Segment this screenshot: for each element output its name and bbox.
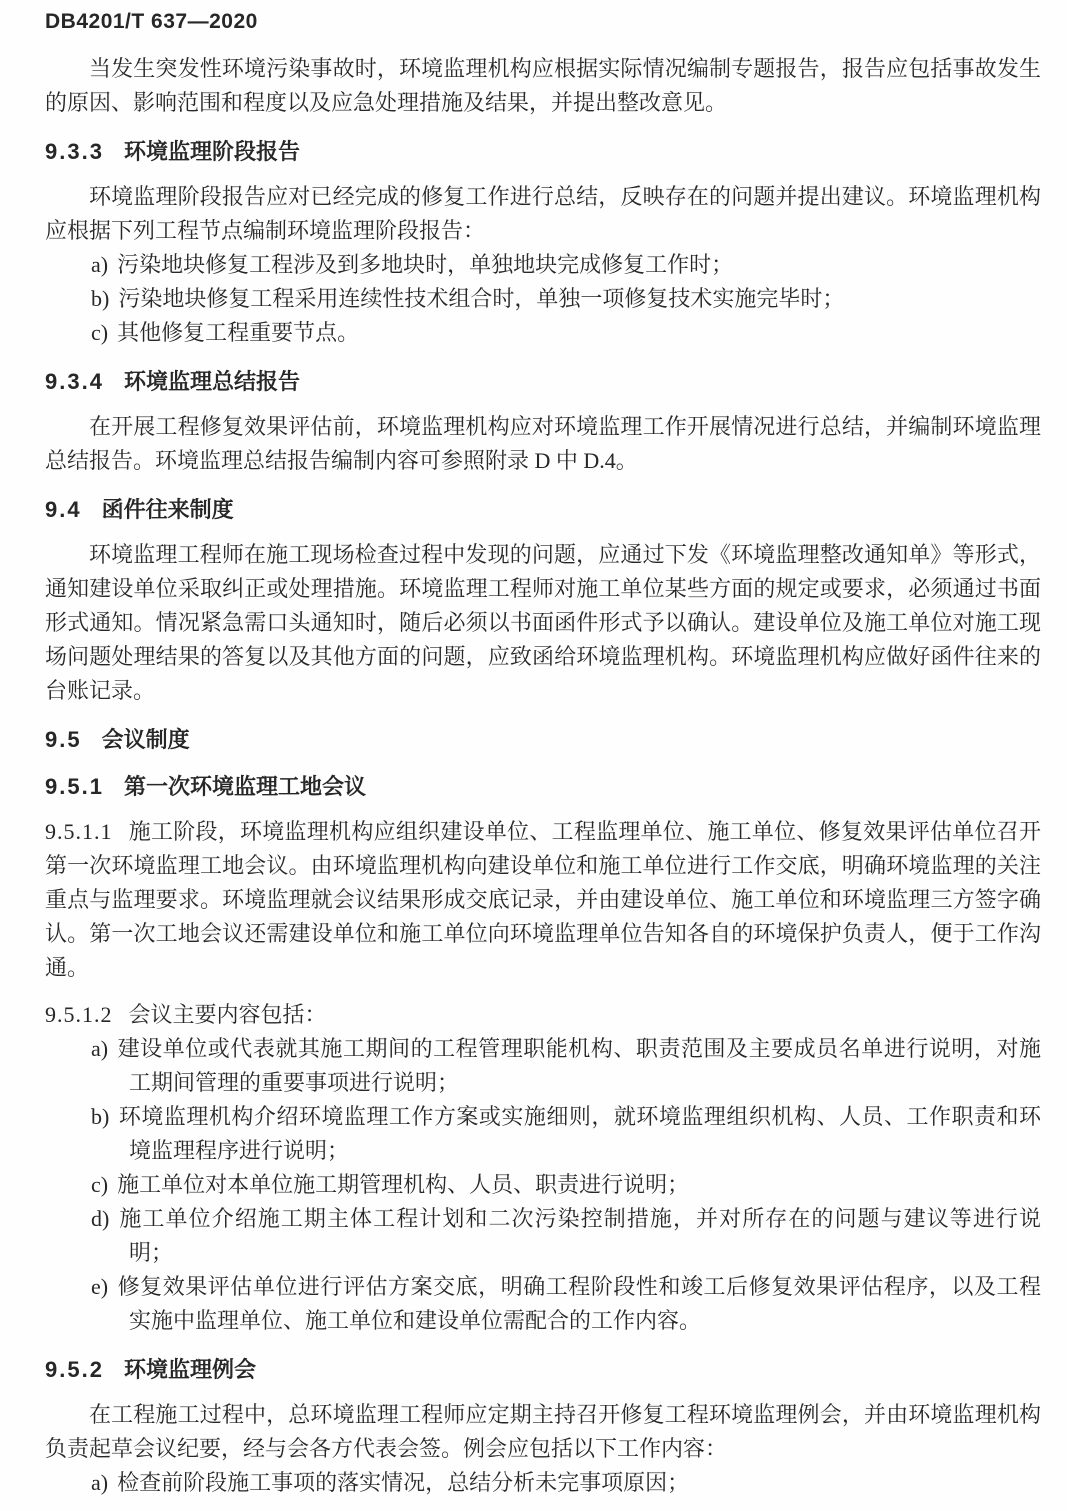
list-item-text: 施工单位介绍施工期主体工程计划和二次污染控制措施，并对所存在的问题与建议等进行说明； — [118, 1206, 1041, 1265]
heading-title: 环境监理例会 — [123, 1357, 256, 1382]
list-item-d — [45, 1202, 1041, 1270]
list-item-text: 检查前阶段施工事项的落实情况，总结分析未完事项原因； — [117, 1470, 690, 1495]
clause-9-5-1-1 — [45, 815, 1041, 985]
list-marker: a) — [91, 1470, 109, 1495]
list-marker: c) — [91, 320, 109, 345]
paragraph-summary-report: 在开展工程修复效果评估前，环境监理机构应对环境监理工作开展情况进行总结，并编制环境监理总结报告。环境监理总结报告编制内容可参照附录 D 中 D.4。 — [45, 414, 1041, 473]
section-heading-9-3-4 — [45, 367, 1041, 397]
paragraph-stage-report: 环境监理阶段报告应对已经完成的修复工作进行总结，反映存在的问题并提出建议。环境监理机构应根据下列工程节点编制环境监理阶段报告： — [45, 184, 1041, 243]
heading-number: 9.3.3 — [45, 139, 104, 164]
list-marker: e) — [91, 1274, 109, 1299]
list-item-a — [45, 248, 1041, 282]
list-marker: b) — [91, 1104, 110, 1129]
paragraph-regular-meeting: 在工程施工过程中，总环境监理工程师应定期主持召开修复工程环境监理例会，并由环境监理机构负责起草会议纪要，经与会各方代表会签。例会应包括以下工作内容： — [45, 1402, 1041, 1461]
heading-number: 9.3.4 — [45, 369, 104, 394]
heading-title: 函件往来制度 — [101, 497, 234, 522]
heading-number: 9.5.1 — [45, 774, 104, 799]
list-marker: a) — [91, 1036, 109, 1061]
clause-number: 9.5.1.2 — [45, 1002, 113, 1027]
clause-9-5-1-2 — [45, 998, 1041, 1032]
section-heading-9-5 — [45, 725, 1041, 755]
standard-number: DB4201/T 637—2020 — [45, 10, 258, 33]
heading-number: 9.4 — [45, 497, 82, 522]
clause-text: 会议主要内容包括： — [128, 1002, 327, 1027]
list-item-b — [45, 1100, 1041, 1168]
list-item-c — [45, 1168, 1041, 1202]
section-heading-9-5-2 — [45, 1355, 1041, 1385]
list-marker: d) — [91, 1206, 110, 1231]
list-item-text: 施工单位对本单位施工期管理机构、人员、职责进行说明； — [117, 1172, 690, 1197]
heading-title: 第一次环境监理工地会议 — [123, 774, 366, 799]
heading-title: 环境监理总结报告 — [123, 369, 300, 394]
section-heading-9-4 — [45, 495, 1041, 525]
list-item-text: 其他修复工程重要节点。 — [117, 320, 360, 345]
paragraph-correspondence: 环境监理工程师在施工现场检查过程中发现的问题，应通过下发《环境监理整改通知单》等形式，通知建设单位采取纠正或处理措施。环境监理工程师对施工单位某些方面的规定或要求，必须通过书面形式通知。情况紧急需口头通知时，随后必须以书面函件形式予以确认。建设单位及施工单位对施工现场问题处理结果的答复以及其他方面的问题，应致函给环境监理机构。环境监理机构应做好函件往来的台账记录。 — [45, 542, 1041, 703]
paragraph-emergency-report: 当发生突发性环境污染事故时，环境监理机构应根据实际情况编制专题报告，报告应包括事故发生的原因、影响范围和程度以及应急处理措施及结果，并提出整改意见。 — [45, 56, 1041, 115]
heading-number: 9.5 — [45, 727, 82, 752]
clause-number: 9.5.1.1 — [45, 819, 113, 844]
heading-title: 会议制度 — [101, 727, 190, 752]
heading-title: 环境监理阶段报告 — [123, 139, 300, 164]
list-item-text: 修复效果评估单位进行评估方案交底，明确工程阶段性和竣工后修复效果评估程序，以及工程实施中监理单位、施工单位和建设单位需配合的工作内容。 — [117, 1274, 1041, 1333]
list-item-e — [45, 1270, 1041, 1338]
clause-text: 施工阶段，环境监理机构应组织建设单位、工程监理单位、施工单位、修复效果评估单位召开第一次环境监理工地会议。由环境监理机构向建设单位和施工单位进行工作交底，明确环境监理的关注重点与监理要求。环境监理就会议结果形成交底记录，并由建设单位、施工单位和环境监理三方签字确认。第一次工地会议还需建设单位和施工单位向环境监理单位告知各自的环境保护负责人，便于工作沟通。 — [45, 819, 1041, 980]
section-heading-9-5-1 — [45, 772, 1041, 802]
list-item-b — [45, 282, 1041, 316]
list-marker: c) — [91, 1172, 109, 1197]
list-marker: b) — [91, 286, 110, 311]
section-heading-9-3-3 — [45, 137, 1041, 167]
list-item-a — [45, 1466, 1041, 1500]
list-marker: a) — [91, 252, 109, 277]
list-item-text: 环境监理机构介绍环境监理工作方案或实施细则，就环境监理组织机构、人员、工作职责和环境监理程序进行说明； — [118, 1104, 1041, 1163]
list-item-c — [45, 316, 1041, 350]
list-item-a — [45, 1032, 1041, 1100]
list-item-text: 污染地块修复工程涉及到多地块时，单独地块完成修复工作时； — [117, 252, 734, 277]
list-item-text: 污染地块修复工程采用连续性技术组合时，单独一项修复技术实施完毕时； — [118, 286, 845, 311]
heading-number: 9.5.2 — [45, 1357, 104, 1382]
list-item-text: 建设单位或代表就其施工期间的工程管理职能机构、职责范围及主要成员名单进行说明，对施工期间管理的重要事项进行说明； — [117, 1036, 1041, 1095]
